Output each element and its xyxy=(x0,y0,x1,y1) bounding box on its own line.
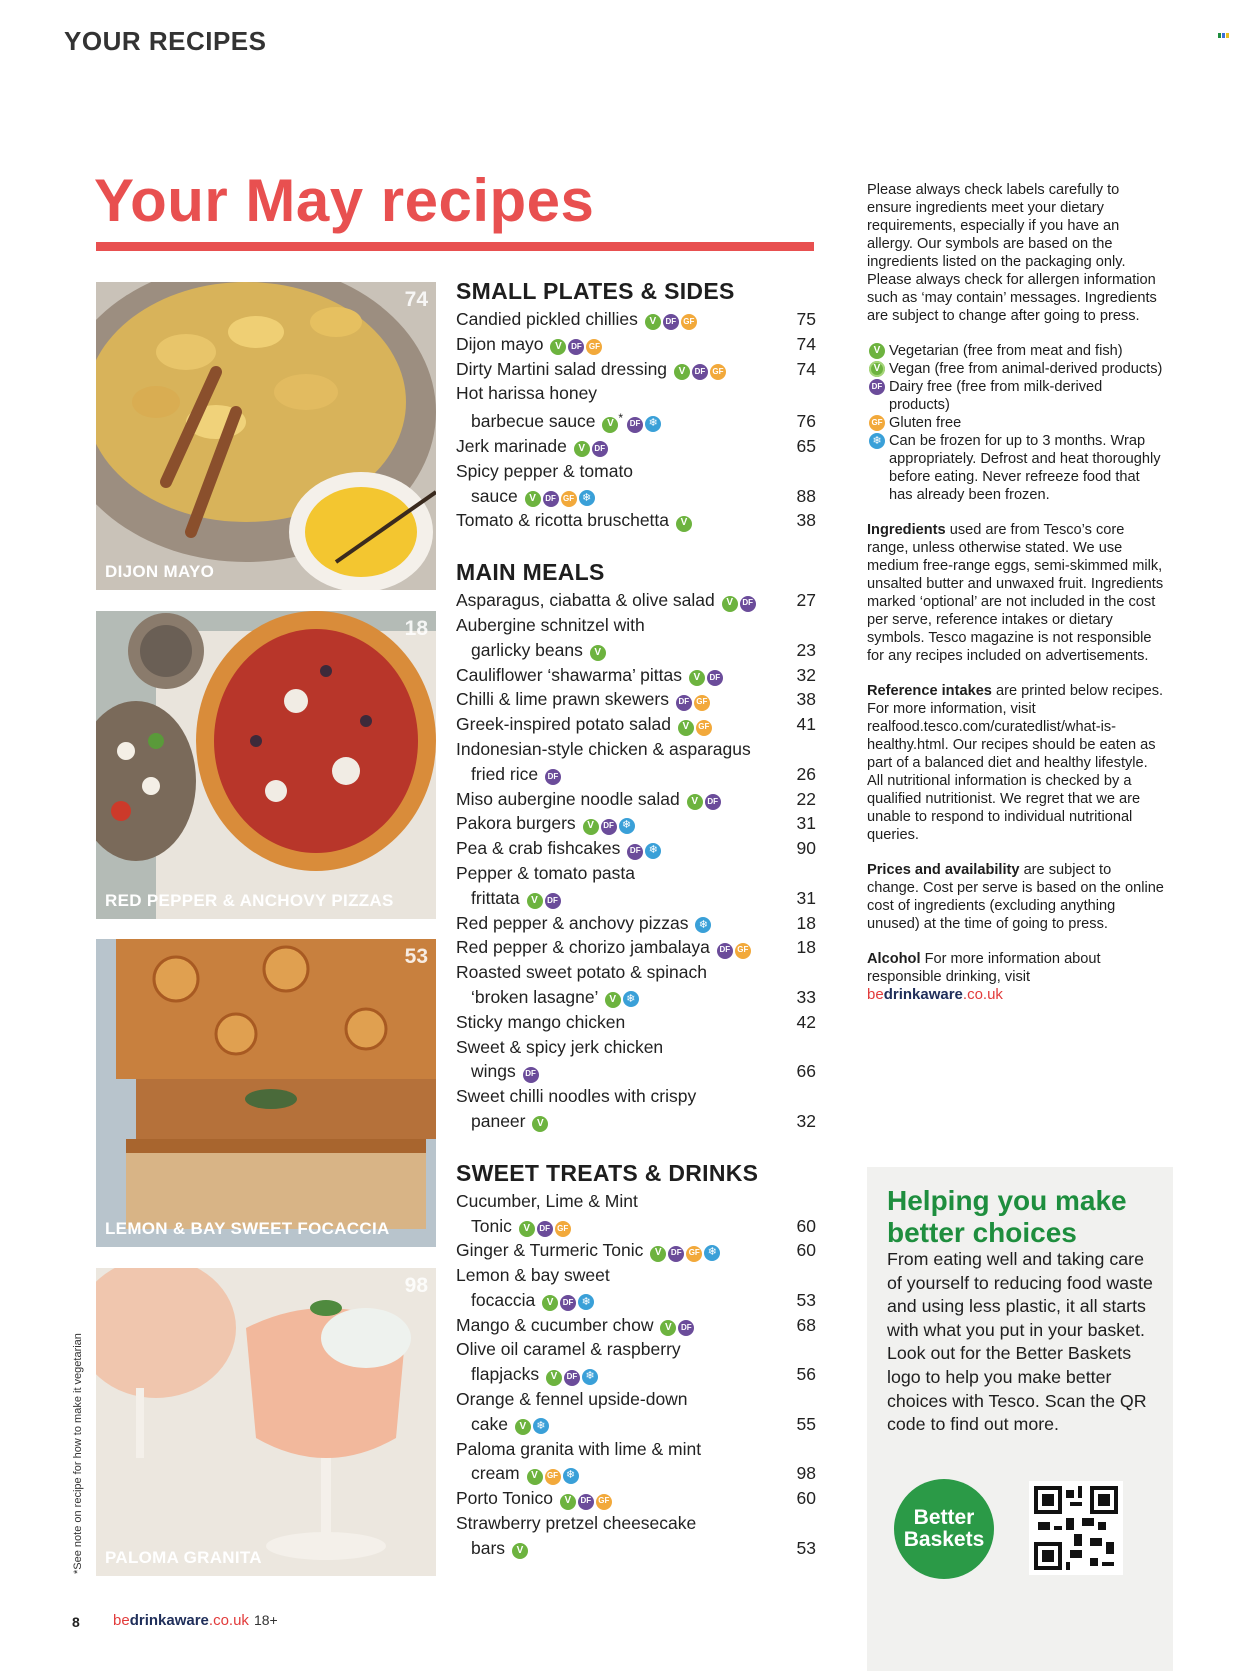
snowflake-icon: ❄ xyxy=(645,416,661,432)
photo-red-pepper-pizzas xyxy=(96,611,436,919)
age-restriction: 18+ xyxy=(253,1612,278,1628)
page-number: 18 xyxy=(796,912,816,933)
key-label: Can be frozen for up to 3 months. Wrap appropriately. Defrost and heat thoroughly before eating. Never refreeze food that has already been frozen. xyxy=(889,433,1161,503)
dairy-free-icon: DF xyxy=(678,1320,694,1336)
recipe-name: Roasted sweet potato & spinach xyxy=(456,962,707,983)
logo-line2: Baskets xyxy=(903,1528,985,1551)
recipe-name-cont: garlicky beans xyxy=(471,639,583,660)
drinkaware-domain: .co.uk xyxy=(208,1612,249,1629)
alcohol-label: Alcohol xyxy=(867,951,921,967)
footer-drinkaware-logo[interactable] xyxy=(113,1612,278,1629)
gluten-free-icon: GF xyxy=(694,695,710,711)
recipe-entry[interactable] xyxy=(456,1486,816,1511)
prices-note xyxy=(867,861,1167,933)
vegetarian-icon: V xyxy=(532,1116,548,1132)
page-number: 68 xyxy=(796,1314,816,1335)
recipe-entry[interactable] xyxy=(456,1437,816,1487)
info-column xyxy=(867,181,1167,1021)
recipe-entry[interactable] xyxy=(456,687,816,712)
dairy-free-icon: DF xyxy=(578,1494,594,1510)
dairy-free-icon: DF xyxy=(560,1295,576,1311)
vegetarian-icon: V xyxy=(546,1370,562,1386)
page-number: 53 xyxy=(796,1537,816,1558)
recipe-entry[interactable] xyxy=(456,1313,816,1338)
page-number: 42 xyxy=(796,1011,816,1032)
dairy-free-icon: DF xyxy=(627,417,643,433)
page-number: 76 xyxy=(796,411,816,432)
gluten-free-icon: GF xyxy=(681,314,697,330)
photo-illustration xyxy=(96,611,436,919)
vegetarian-icon: V xyxy=(574,441,590,457)
recipe-entry[interactable] xyxy=(456,663,816,688)
dairy-free-icon: DF xyxy=(717,943,733,959)
vegetarian-icon: V xyxy=(605,992,621,1008)
recipe-name: Mango & cucumber chow xyxy=(456,1314,654,1335)
page-number: 88 xyxy=(796,485,816,506)
recipe-name: Spicy pepper & tomato xyxy=(456,460,634,481)
photo-page-number: 74 xyxy=(404,288,428,311)
alcohol-note xyxy=(867,950,1167,1004)
photo-caption: DIJON MAYO xyxy=(105,562,215,581)
recipe-name: Dijon mayo xyxy=(456,333,544,354)
page-number: 31 xyxy=(796,813,816,834)
page-number: 60 xyxy=(796,1488,816,1509)
photo-page-number: 18 xyxy=(404,617,428,640)
logo-line1: Better xyxy=(913,1506,975,1529)
recipe-name-cont: bars xyxy=(471,1537,506,1558)
recipe-name: Pea & crab fishcakes xyxy=(456,838,621,859)
dairy-free-icon: DF xyxy=(568,339,584,355)
page-number: 98 xyxy=(796,1463,816,1484)
page-number: 90 xyxy=(796,838,816,859)
alcohol-text: For more information about responsible drinking, visit xyxy=(867,951,1101,985)
photo-page-number: 53 xyxy=(404,945,428,968)
recipe-index xyxy=(456,278,816,1561)
vegetarian-icon: V xyxy=(687,794,703,810)
recipe-name: Olive oil caramel & raspberry xyxy=(456,1339,681,1360)
recipe-entry[interactable] xyxy=(456,960,816,1010)
recipe-name-cont: wings xyxy=(471,1061,516,1082)
dairy-free-icon: DF xyxy=(523,1067,539,1083)
recipe-name: Red pepper & anchovy pizzas xyxy=(456,912,689,933)
recipe-entry[interactable] xyxy=(456,459,816,509)
recipe-name-cont: barbecue sauce xyxy=(471,411,596,432)
page-number: 53 xyxy=(796,1289,816,1310)
photo-caption: RED PEPPER & ANCHOVY PIZZAS xyxy=(105,891,394,910)
recipe-name-cont: paneer xyxy=(471,1110,526,1131)
page-number: 56 xyxy=(796,1364,816,1385)
page-number: 75 xyxy=(796,309,816,329)
recipe-name: Jerk marinade xyxy=(456,435,567,456)
page-number: 31 xyxy=(796,887,816,908)
recipe-entry[interactable] xyxy=(456,787,816,812)
page-number: 33 xyxy=(796,986,816,1007)
recipe-name-cont: flapjacks xyxy=(471,1364,540,1385)
snowflake-icon: ❄ xyxy=(645,843,661,859)
recipe-name-cont: Tonic xyxy=(471,1215,512,1236)
recipe-entry[interactable] xyxy=(456,1010,816,1035)
recipe-name: Miso aubergine noodle salad xyxy=(456,788,680,809)
gluten-free-icon: GF xyxy=(696,720,712,736)
snowflake-icon: ❄ xyxy=(869,433,885,449)
photo-illustration xyxy=(96,1268,436,1576)
ingredients-text: used are from Tesco’s core range, unless otherwise stated. We use medium free-range eggs, semi-skimmed milk, unsalted butter and unwaxed fruit. Ingredients marked ‘optional’ are not included in the cost per serve, reference intakes or dietary symbols. Tesco magazine is not responsible for any recipes included on advertisements. xyxy=(867,522,1164,664)
drinkaware-be: be xyxy=(113,1612,130,1629)
recipe-entry[interactable] xyxy=(456,811,816,836)
photo-paloma-granita xyxy=(96,1268,436,1576)
vegetarian-icon: V xyxy=(676,516,692,532)
recipe-name: Aubergine schnitzel with xyxy=(456,614,645,635)
snowflake-icon: ❄ xyxy=(563,1468,579,1484)
asterisk: * xyxy=(618,411,624,426)
recipe-name: Hot harissa honey xyxy=(456,383,598,404)
reference-text: are printed below recipes. For more information, visit realfood.tesco.com/curatedlist/what-is-healthy.html. Our recipes should be eaten as part of a balanced diet and healthy lifestyle. All nutritional information is checked by a qualified nutritionist. We regret that we are unable to respond to individual nutritional queries. xyxy=(867,683,1164,843)
page-number: 18 xyxy=(796,937,816,958)
page-number: 23 xyxy=(796,639,816,660)
recipe-entry[interactable] xyxy=(456,1387,816,1437)
vegetarian-icon: V xyxy=(689,670,705,686)
recipe-name-cont: cream xyxy=(471,1463,520,1484)
recipe-entry[interactable] xyxy=(456,434,816,459)
snowflake-icon: ❄ xyxy=(533,1418,549,1434)
gluten-free-icon: GF xyxy=(710,364,726,380)
page-number: 41 xyxy=(796,714,816,735)
vegetarian-icon: V xyxy=(678,720,694,736)
symbol-key xyxy=(867,342,1167,504)
dairy-free-icon: DF xyxy=(869,379,885,395)
recipe-name: Strawberry pretzel cheesecake xyxy=(456,1513,697,1534)
recipe-entry[interactable] xyxy=(456,357,816,382)
page-number: 38 xyxy=(796,689,816,710)
dairy-free-icon: DF xyxy=(537,1221,553,1237)
recipe-entry[interactable] xyxy=(456,588,816,613)
dairy-free-icon: DF xyxy=(545,769,561,785)
recipe-entry[interactable] xyxy=(456,332,816,357)
vegan-icon: V xyxy=(869,361,885,377)
category-heading: SMALL PLATES & SIDES xyxy=(456,278,735,304)
dairy-free-icon: DF xyxy=(705,794,721,810)
photo-dijon-mayo xyxy=(96,282,436,590)
key-label: Dairy free (free from milk-derived products) xyxy=(889,379,1103,413)
category-heading: MAIN MEALS xyxy=(456,559,605,586)
recipe-name-cont: fried rice xyxy=(471,763,539,784)
recipe-name: Greek-inspired potato salad xyxy=(456,714,671,735)
recipe-entry[interactable] xyxy=(456,911,816,936)
vegetarian-icon: V xyxy=(527,1469,543,1485)
recipe-entry[interactable] xyxy=(456,613,816,663)
recipe-name: Asparagus, ciabatta & olive salad xyxy=(456,590,715,611)
key-vegan xyxy=(867,360,1167,378)
snowflake-icon: ❄ xyxy=(623,991,639,1007)
page-number: 22 xyxy=(796,788,816,809)
recipe-name-cont: cake xyxy=(471,1413,508,1434)
vegetarian-icon: V xyxy=(869,343,885,359)
page-number: 74 xyxy=(796,358,816,379)
dairy-free-icon: DF xyxy=(692,364,708,380)
dairy-free-icon: DF xyxy=(592,441,608,457)
promo-text: From eating well and taking care of yourself to reducing food waste and using less plastic, it all starts with what you put in your basket. Look out for the Better Baskets logo to help you make better choices with Tesco. Scan the QR code to find out more. xyxy=(887,1249,1153,1435)
recipe-entry[interactable] xyxy=(456,1189,816,1239)
recipe-name: Cauliflower ‘shawarma’ pittas xyxy=(456,664,682,685)
recipe-name: Pakora burgers xyxy=(456,813,576,834)
recipe-entry[interactable] xyxy=(456,1238,816,1263)
recipe-entry[interactable] xyxy=(456,1084,816,1134)
recipe-name: Sweet & spicy jerk chicken xyxy=(456,1036,664,1057)
gluten-free-icon: GF xyxy=(596,1494,612,1510)
vegetarian-icon: V xyxy=(722,596,738,612)
dairy-free-icon: DF xyxy=(627,844,643,860)
dairy-free-icon: DF xyxy=(663,314,679,330)
drinkaware-name: drinkaware xyxy=(883,986,963,1003)
recipe-name: Candied pickled chillies xyxy=(456,309,638,329)
recipe-name: Paloma granita with lime & mint xyxy=(456,1438,702,1459)
dairy-free-icon: DF xyxy=(545,893,561,909)
recipe-name: Chilli & lime prawn skewers xyxy=(456,689,669,710)
recipe-entry[interactable] xyxy=(456,935,816,960)
better-baskets-logo xyxy=(894,1479,994,1579)
page-number-footer: 8 xyxy=(72,1614,80,1630)
page-number: 32 xyxy=(796,1110,816,1131)
recipe-name: Cucumber, Lime & Mint xyxy=(456,1190,638,1211)
drinkaware-domain: .co.uk xyxy=(962,986,1003,1003)
snowflake-icon: ❄ xyxy=(582,1369,598,1385)
qr-code-icon[interactable] xyxy=(1029,1481,1123,1575)
recipe-name: Tomato & ricotta bruschetta xyxy=(456,510,670,531)
section-header: YOUR RECIPES xyxy=(64,26,267,56)
page-number: 38 xyxy=(796,510,816,531)
vegetarian-icon: V xyxy=(527,893,543,909)
vegetarian-icon: V xyxy=(542,1295,558,1311)
page-number: 55 xyxy=(796,1413,816,1434)
page-number: 65 xyxy=(796,435,816,456)
snowflake-icon: ❄ xyxy=(695,917,711,933)
recipe-entry[interactable] xyxy=(456,737,816,787)
dairy-free-icon: DF xyxy=(707,670,723,686)
title-underline xyxy=(96,242,814,251)
page-number: 74 xyxy=(796,333,816,354)
reference-note xyxy=(867,682,1167,844)
promo-heading: Helping you make better choices xyxy=(887,1185,1127,1248)
vegetarian-icon: V xyxy=(550,339,566,355)
reference-label: Reference intakes xyxy=(867,683,992,699)
key-label: Gluten free xyxy=(889,415,962,431)
recipe-name: Lemon & bay sweet xyxy=(456,1265,610,1286)
recipe-entry[interactable] xyxy=(456,861,816,911)
dairy-free-icon: DF xyxy=(668,1246,684,1262)
recipe-entry[interactable] xyxy=(456,1337,816,1387)
snowflake-icon: ❄ xyxy=(704,1245,720,1261)
recipe-name-cont: frittata xyxy=(471,887,520,908)
dairy-free-icon: DF xyxy=(676,695,692,711)
side-note: *See note on recipe for how to make it vegetarian xyxy=(72,1333,84,1574)
page-number: 26 xyxy=(796,763,816,784)
photo-caption: PALOMA GRANITA xyxy=(105,1548,262,1567)
vegetarian-icon: V xyxy=(602,417,618,433)
photo-page-number: 98 xyxy=(404,1274,428,1297)
page-number: 27 xyxy=(796,590,816,611)
vegetarian-icon: V xyxy=(525,491,541,507)
recipe-name: Sticky mango chicken xyxy=(456,1011,626,1032)
vegetarian-icon: V xyxy=(512,1543,528,1559)
gluten-free-icon: GF xyxy=(686,1246,702,1262)
recipe-entry[interactable] xyxy=(456,1263,816,1313)
recipe-entry[interactable] xyxy=(456,307,816,332)
vegetarian-icon: V xyxy=(560,1494,576,1510)
recipe-name: Sweet chilli noodles with crispy xyxy=(456,1086,697,1107)
photo-illustration xyxy=(96,939,436,1247)
snowflake-icon: ❄ xyxy=(619,818,635,834)
gluten-free-icon: GF xyxy=(545,1469,561,1485)
key-freezable xyxy=(867,432,1167,504)
vegetarian-icon: V xyxy=(645,314,661,330)
photo-lemon-bay-focaccia xyxy=(96,939,436,1247)
key-gluten-free xyxy=(867,414,1167,432)
page-number: 32 xyxy=(796,664,816,685)
category-heading: SWEET TREATS & DRINKS xyxy=(456,1159,759,1186)
drinkaware-name: drinkaware xyxy=(129,1612,209,1629)
vegetarian-icon: V xyxy=(674,364,690,380)
recipe-entry[interactable] xyxy=(456,381,816,434)
recipe-name: Orange & fennel upside-down xyxy=(456,1389,688,1410)
vegetarian-icon: V xyxy=(583,819,599,835)
ingredients-label: Ingredients xyxy=(867,522,946,538)
vegetarian-icon: V xyxy=(590,645,606,661)
recipe-name: Dirty Martini salad dressing xyxy=(456,358,668,379)
allergy-notice: Please always check labels carefully to ensure ingredients meet your dietary requirements, especially if you have an allergy. Our symbols are based on the ingredients listed on the packaging only. Please always check for allergen information such as ‘may contain’ messages. Ingredients are subject to change after going to press. xyxy=(867,182,1157,324)
better-choices-promo xyxy=(867,1167,1173,1671)
recipe-entry[interactable] xyxy=(456,1035,816,1085)
key-dairy-free xyxy=(867,378,1167,414)
key-label: Vegetarian (free from meat and fish) xyxy=(889,343,1123,359)
recipe-entry[interactable] xyxy=(456,508,816,533)
key-vegetarian xyxy=(867,342,1167,360)
dairy-free-icon: DF xyxy=(564,1370,580,1386)
recipe-entry[interactable] xyxy=(456,836,816,861)
dairy-free-icon: DF xyxy=(543,491,559,507)
photo-caption: LEMON & BAY SWEET FOCACCIA xyxy=(105,1219,390,1238)
page-number: 60 xyxy=(796,1215,816,1236)
drinkaware-be: be xyxy=(867,986,884,1003)
recipe-entry[interactable] xyxy=(456,712,816,737)
key-label: Vegan (free from animal-derived products) xyxy=(889,361,1163,377)
gluten-free-icon: GF xyxy=(869,415,885,431)
vegetarian-icon: V xyxy=(519,1221,535,1237)
corner-mark xyxy=(1218,33,1229,38)
dairy-free-icon: DF xyxy=(740,596,756,612)
snowflake-icon: ❄ xyxy=(579,490,595,506)
recipe-name: Red pepper & chorizo jambalaya xyxy=(456,937,710,958)
recipe-name: Porto Tonico xyxy=(456,1488,553,1509)
recipe-entry[interactable] xyxy=(456,1511,816,1561)
gluten-free-icon: GF xyxy=(735,943,751,959)
ingredients-note xyxy=(867,521,1167,665)
photo-illustration xyxy=(96,282,436,590)
snowflake-icon: ❄ xyxy=(578,1294,594,1310)
recipe-name: Indonesian-style chicken & asparagus xyxy=(456,738,751,759)
page-number: 60 xyxy=(796,1240,816,1261)
dairy-free-icon: DF xyxy=(601,819,617,835)
prices-text: are subject to change. Cost per serve is based on the online cost of ingredients (excluding anything unused) at the time of going to press. xyxy=(867,862,1164,932)
vegetarian-icon: V xyxy=(650,1246,666,1262)
recipe-name: Pepper & tomato pasta xyxy=(456,862,635,883)
prices-label: Prices and availability xyxy=(867,862,1020,878)
gluten-free-icon: GF xyxy=(561,491,577,507)
gluten-free-icon: GF xyxy=(586,339,602,355)
recipe-name-cont: ‘broken lasagne’ xyxy=(471,986,598,1007)
drinkaware-link[interactable] xyxy=(867,986,1003,1003)
gluten-free-icon: GF xyxy=(555,1221,571,1237)
recipe-name: Ginger & Turmeric Tonic xyxy=(456,1240,644,1261)
vegetarian-icon: V xyxy=(515,1419,531,1435)
recipe-name-cont: sauce xyxy=(471,485,518,506)
vegetarian-icon: V xyxy=(660,1320,676,1336)
recipe-name-cont: focaccia xyxy=(471,1289,536,1310)
page-title: Your May recipes xyxy=(94,167,595,234)
page-number: 66 xyxy=(796,1061,816,1082)
